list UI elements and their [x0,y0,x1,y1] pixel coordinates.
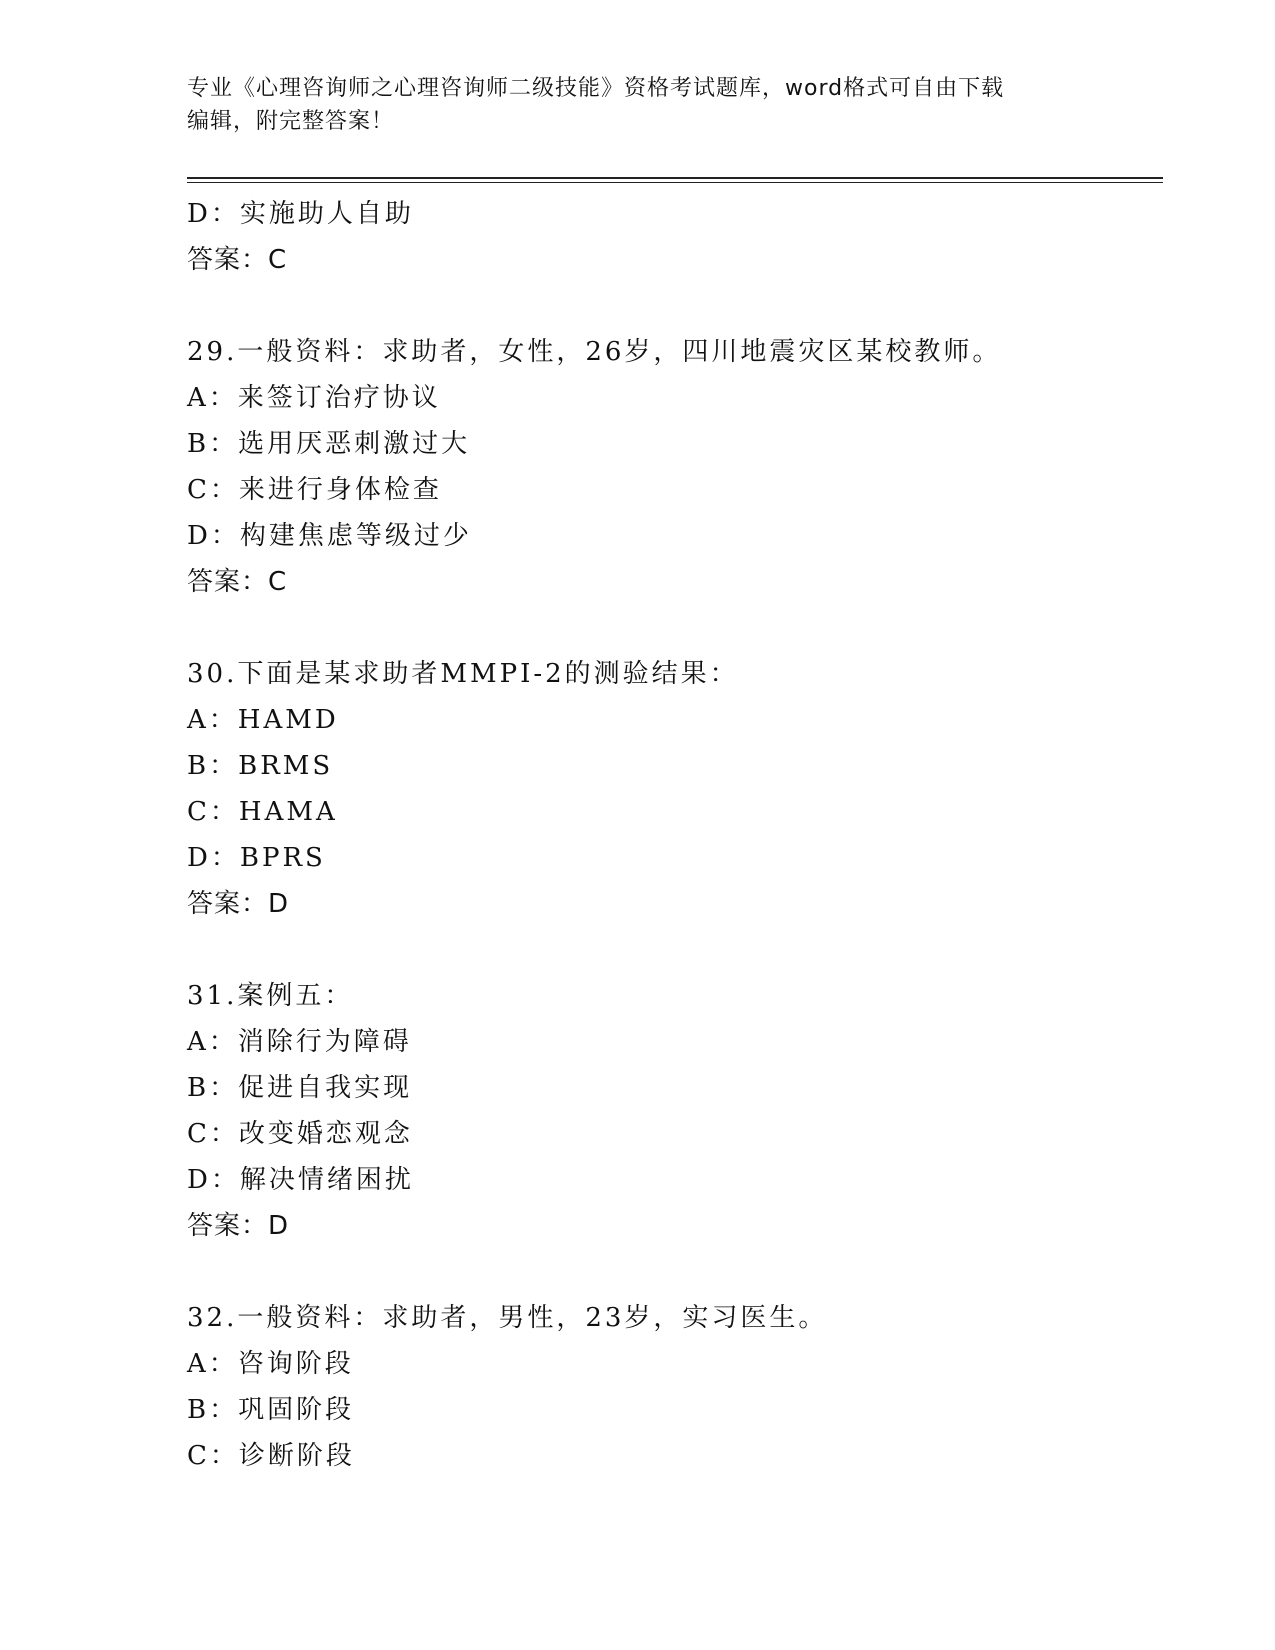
option-c: C：诊断阶段 [187,1441,355,1471]
question-stem: 31.案例五： [187,981,354,1011]
answer-line: 答案：C [187,245,288,275]
question-list [187,191,1167,1479]
option-b: B：BRMS [187,751,334,781]
option-c: C：改变婚恋观念 [187,1119,413,1149]
document-header [187,72,1087,138]
option-a: A：消除行为障碍 [187,1027,412,1057]
option-a: A：HAMD [187,705,339,735]
option-b: B：促进自我实现 [187,1073,413,1103]
answer-line: 答案：D [187,889,290,919]
answer-line: 答案：D [187,1211,290,1241]
header-line-2: 编辑，附完整答案！ [187,109,395,134]
spacer [187,605,1167,651]
option-d: D：实施助人自助 [187,199,414,229]
option-b: B：巩固阶段 [187,1395,355,1425]
option-b: B：选用厌恶刺激过大 [187,429,471,459]
question-stem: 30.下面是某求助者MMPI-2的测验结果： [187,659,739,689]
header-divider-thin [187,182,1163,183]
question-stem: 32.一般资料：求助者，男性，23岁，实习医生。 [187,1303,828,1333]
option-a: A：来签订治疗协议 [187,383,441,413]
question-stem: 29.一般资料：求助者，女性，26岁，四川地震灾区某校教师。 [187,337,1002,367]
answer-line: 答案：C [187,567,288,597]
header-divider-thick [187,177,1163,179]
spacer [187,283,1167,329]
spacer [187,1249,1167,1295]
option-c: C：来进行身体检查 [187,475,442,505]
option-d: D：BPRS [187,843,326,873]
spacer [187,927,1167,973]
option-c: C：HAMA [187,797,338,827]
option-d: D：构建焦虑等级过少 [187,521,472,551]
option-d: D：解决情绪困扰 [187,1165,414,1195]
option-a: A：咨询阶段 [187,1349,354,1379]
header-line-1: 专业《心理咨询师之心理咨询师二级技能》资格考试题库，word格式可自由下载 [187,76,1005,101]
